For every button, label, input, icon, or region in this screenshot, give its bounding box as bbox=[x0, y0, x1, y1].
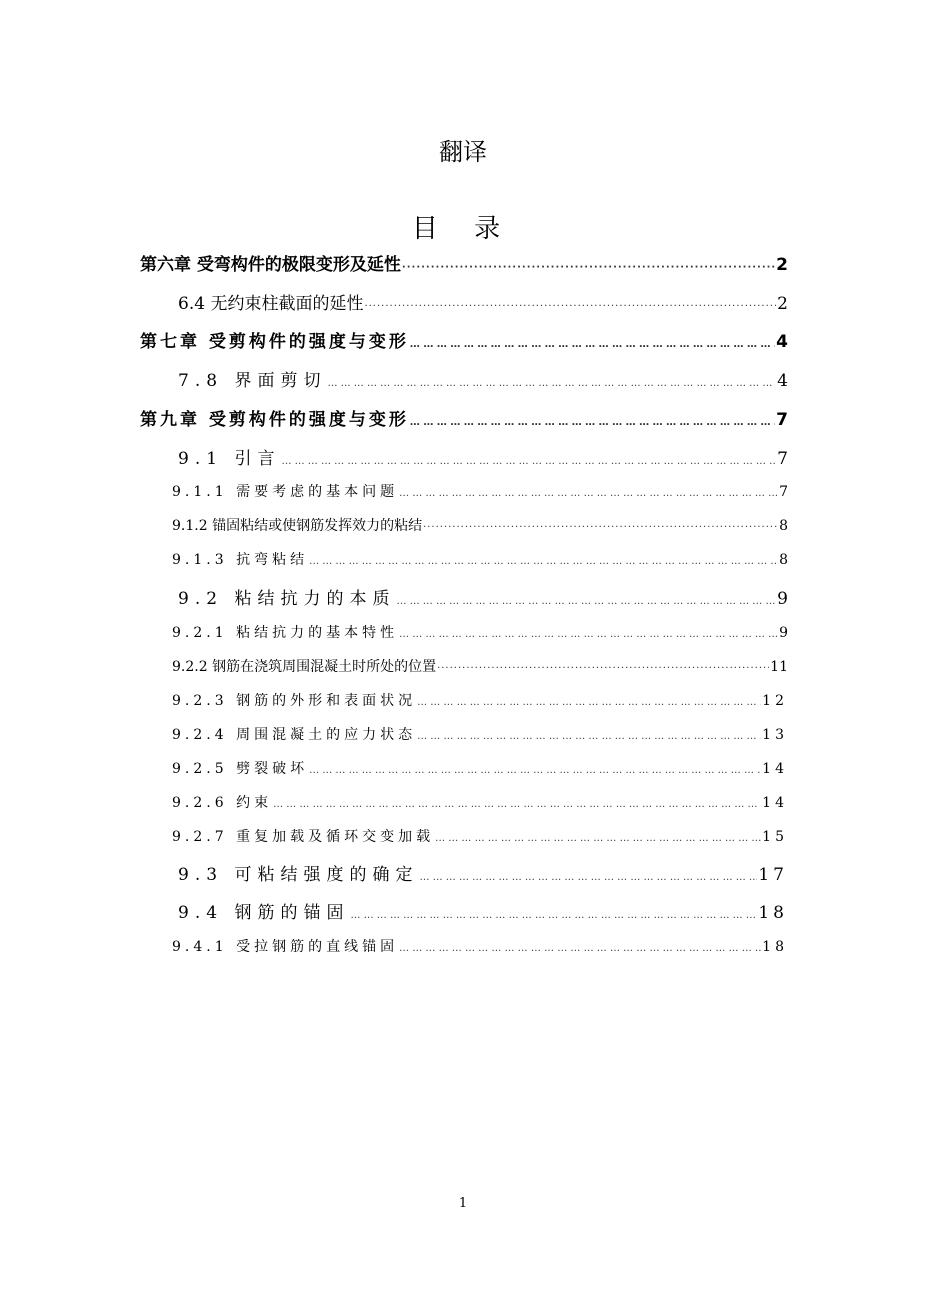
ellipsis-leader bbox=[417, 697, 761, 708]
toc-entry-page: 9 bbox=[779, 625, 788, 641]
toc-entry-7-8[interactable] bbox=[178, 366, 788, 391]
toc-entry-label: 9.2.1 粘结抗力的基本特性 bbox=[172, 625, 399, 641]
ellipsis-leader bbox=[350, 910, 757, 921]
toc-entry-label: 9.2.4 周围混凝土的应力状态 bbox=[172, 727, 417, 743]
toc-entry-label: 第九章 受剪构件的强度与变形 bbox=[140, 410, 409, 430]
toc-entry-page: 2 bbox=[777, 294, 788, 314]
toc-entry-6-4[interactable] bbox=[178, 289, 788, 314]
toc-entry-label: 9.4.1 受拉钢筋的直线锚固 bbox=[172, 939, 399, 955]
toc-entry-9-2-6[interactable] bbox=[172, 792, 788, 812]
toc-entry-page: 15 bbox=[762, 829, 788, 845]
ellipsis-leader bbox=[410, 417, 775, 428]
toc-entry-page: 13 bbox=[762, 727, 788, 743]
dot-leader bbox=[437, 663, 769, 674]
toc-entry-label: 9.1.3 抗弯粘结 bbox=[172, 552, 309, 568]
ellipsis-leader bbox=[281, 456, 776, 467]
toc-entry-9-2[interactable] bbox=[178, 584, 788, 609]
toc-entry-label: 9.1.1 需要考虑的基本问题 bbox=[172, 484, 399, 500]
toc-entry-9-1-1[interactable] bbox=[172, 481, 788, 501]
ellipsis-leader bbox=[435, 833, 761, 844]
toc-entry-page: 11 bbox=[770, 659, 788, 675]
toc-entry-chapter-7[interactable] bbox=[140, 327, 788, 352]
toc-entry-label: 9.3 可粘结强度的确定 bbox=[178, 865, 419, 885]
toc-entry-label: 9.2.2 钢筋在浇筑周围混凝土时所处的位置 bbox=[172, 659, 437, 675]
toc-entry-9-2-2[interactable] bbox=[172, 656, 788, 676]
toc-entry-9-1[interactable] bbox=[178, 444, 788, 469]
toc-entry-page: 2 bbox=[776, 255, 788, 275]
toc-entry-page: 8 bbox=[779, 552, 788, 568]
document-title: 翻译 bbox=[439, 138, 487, 166]
toc-entry-page: 7 bbox=[779, 484, 788, 500]
toc-entry-label: 9.4 钢筋的锚固 bbox=[178, 903, 350, 923]
dot-leader bbox=[364, 301, 776, 312]
toc-entry-page: 18 bbox=[758, 903, 788, 923]
page-number: 1 bbox=[458, 1196, 468, 1211]
ellipsis-leader bbox=[399, 943, 761, 954]
ellipsis-leader bbox=[419, 872, 757, 883]
toc-entry-page: 18 bbox=[762, 939, 788, 955]
toc-entry-page: 7 bbox=[776, 410, 788, 430]
toc-entry-9-2-3[interactable] bbox=[172, 690, 788, 710]
toc-entry-label: 9.2.7 重复加载及循环交变加载 bbox=[172, 829, 435, 845]
toc-entry-label: 9.2.3 钢筋的外形和表面状况 bbox=[172, 693, 417, 709]
toc-entry-label: 第六章 受弯构件的极限变形及延性 bbox=[140, 255, 401, 275]
toc-entry-page: 12 bbox=[762, 693, 788, 709]
toc-entry-9-4[interactable] bbox=[178, 898, 788, 923]
ellipsis-leader bbox=[309, 765, 761, 776]
ellipsis-leader bbox=[273, 799, 761, 810]
toc-entry-page: 4 bbox=[777, 371, 788, 391]
toc-entry-label: 9.1 引言 bbox=[178, 449, 281, 469]
toc-entry-page: 14 bbox=[762, 761, 788, 777]
toc-entry-label: 9.2.6 约束 bbox=[172, 795, 273, 811]
toc-entry-9-1-2[interactable] bbox=[172, 515, 788, 535]
toc-entry-label: 9.1.2 锚固粘结或使钢筋发挥效力的粘结 bbox=[172, 518, 423, 534]
toc-entry-chapter-9[interactable] bbox=[140, 405, 788, 430]
toc-entry-page: 17 bbox=[758, 865, 788, 885]
toc-heading: 目 录 bbox=[411, 214, 515, 244]
ellipsis-leader bbox=[396, 596, 776, 607]
toc-entry-9-2-4[interactable] bbox=[172, 724, 788, 744]
toc-entry-9-2-1[interactable] bbox=[172, 622, 788, 642]
ellipsis-leader bbox=[399, 629, 778, 640]
dot-leader bbox=[402, 262, 775, 273]
ellipsis-leader bbox=[410, 339, 775, 350]
toc-entry-label: 9.2 粘结抗力的本质 bbox=[178, 589, 396, 609]
toc-entry-label: 9.2.5 劈裂破坏 bbox=[172, 761, 309, 777]
dot-leader bbox=[423, 522, 778, 533]
toc-entry-page: 8 bbox=[779, 518, 788, 534]
toc-entry-label: 第七章 受剪构件的强度与变形 bbox=[140, 332, 409, 352]
toc-entry-9-3[interactable] bbox=[178, 860, 788, 885]
ellipsis-leader bbox=[417, 731, 761, 742]
toc-entry-9-1-3[interactable] bbox=[172, 549, 788, 569]
ellipsis-leader bbox=[399, 488, 778, 499]
toc-entry-9-2-5[interactable] bbox=[172, 758, 788, 778]
toc-entry-label: 6.4 无约束柱截面的延性 bbox=[178, 294, 364, 314]
toc-entry-page: 9 bbox=[777, 589, 788, 609]
toc-entry-9-4-1[interactable] bbox=[172, 936, 788, 956]
toc-entry-9-2-7[interactable] bbox=[172, 826, 788, 846]
toc-entry-page: 14 bbox=[762, 795, 788, 811]
toc-entry-page: 7 bbox=[777, 449, 788, 469]
ellipsis-leader bbox=[327, 378, 776, 389]
ellipsis-leader bbox=[309, 556, 778, 567]
toc-entry-label: 7.8 界面剪切 bbox=[178, 371, 327, 391]
toc-entry-page: 4 bbox=[776, 332, 788, 352]
toc-entry-chapter-6[interactable] bbox=[140, 250, 788, 275]
